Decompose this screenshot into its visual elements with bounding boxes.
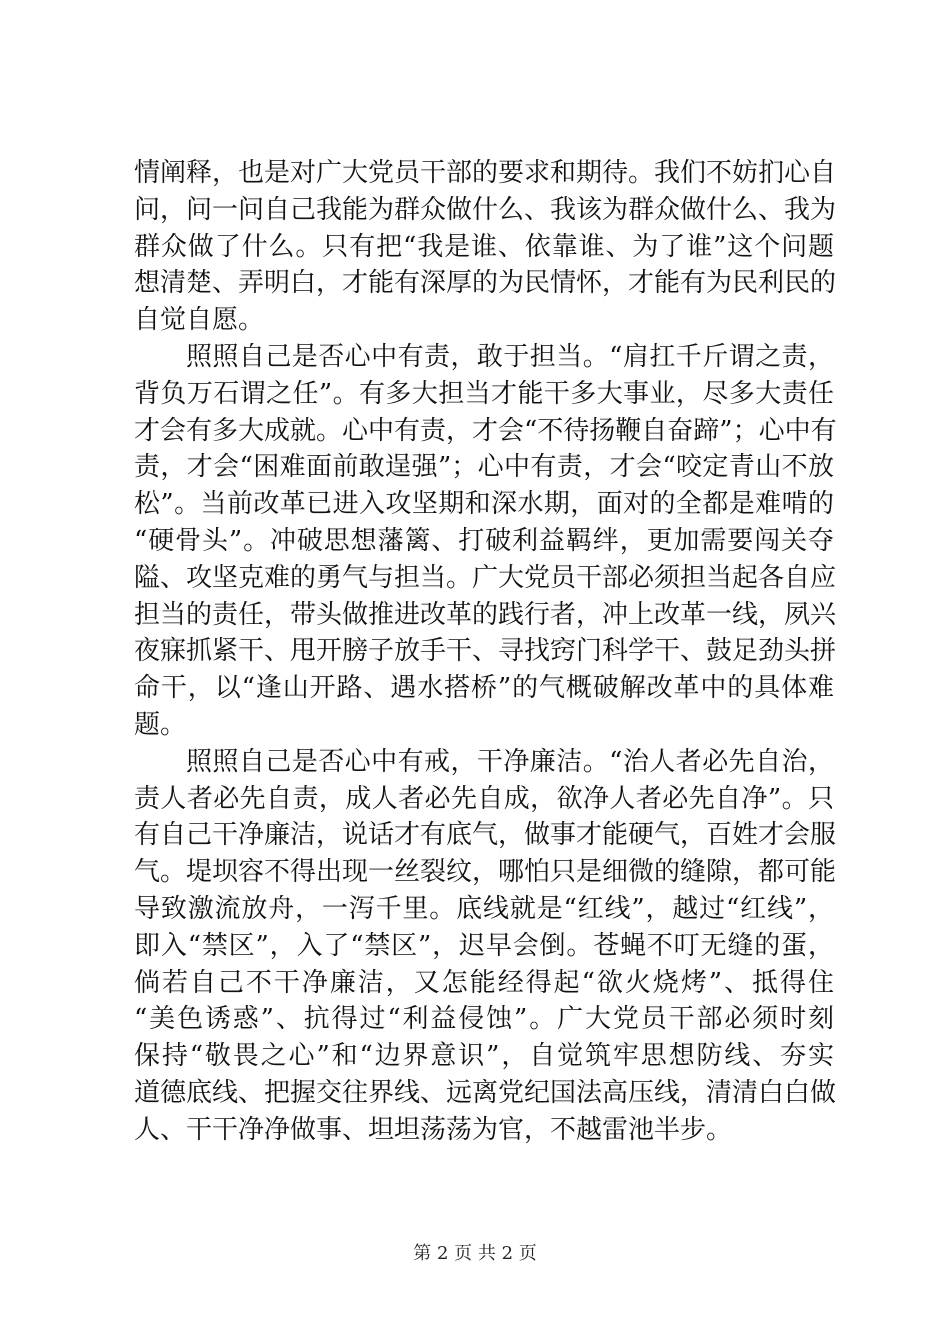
text-line: 倘若自己不干净廉洁，又怎能经得起“欲火烧烤”、抵得住 [134,967,834,998]
paragraph-1 [134,155,837,339]
text-line: 责人者必先自责，成人者必先自成，欲净人者必先自净”。只 [134,783,834,814]
text-line: “硬骨头”。冲破思想藩篱、打破利益羁绊，更加需要闯关夺 [134,525,834,556]
document-body [134,155,837,1149]
text-line: 隘、攻坚克难的勇气与担当。广大党员干部必须担当起各自应 [134,562,837,593]
text-line: 群众做了什么。只有把“我是谁、依靠谁、为了谁”这个问题 [134,231,834,262]
text-line: 责，才会“困难面前敢逞强”；心中有责，才会“咬定青山不放 [134,452,834,483]
text-line: 保持“敬畏之心”和“边界意识”，自觉筑牢思想防线、夯实 [134,1041,834,1072]
text-line: 导致激流放舟，一泻千里。底线就是“红线”，越过“红线”， [134,893,834,924]
text-line: 情阐释，也是对广大党员干部的要求和期待。我们不妨扪心自 [134,158,837,188]
text-line: 想清楚、弄明白，才能有深厚的为民情怀，才能有为民利民的 [134,268,837,299]
text-line: 照照自己是否心中有戒，干净廉洁。“治人者必先自治， [186,746,834,777]
text-line: 担当的责任，带头做推进改革的践行者，冲上改革一线，夙兴 [134,599,837,630]
text-line: “美色诱惑”、抗得过“利益侵蚀”。广大党员干部必须时刻 [134,1004,834,1035]
text-line: 题。 [134,709,187,740]
text-line: 即入“禁区”，入了“禁区”，迟早会倒。苍蝇不叮无缝的蛋， [134,930,834,961]
text-line: 道德底线、把握交往界线、远离党纪国法高压线，清清白白做 [134,1077,837,1108]
text-line: 自觉自愿。 [134,305,265,336]
text-line: 松”。当前改革已进入攻坚期和深水期，面对的全都是难啃的 [134,489,834,520]
text-line: 有自己干净廉洁，说话才有底气，做事才能硬气，百姓才会服 [134,820,837,851]
text-line: 才会有多大成就。心中有责，才会“不待扬鞭自奋蹄”；心中有 [134,415,837,446]
text-line: 夜寐抓紧干、甩开膀子放手干、寻找窍门科学干、鼓足劲头拼 [134,636,837,667]
text-line: 气。堤坝容不得出现一丝裂纹，哪怕只是细微的缝隙，都可能 [134,857,837,888]
text-line: 人、干干净净做事、坦坦荡荡为官，不越雷池半步。 [134,1114,733,1145]
paragraph-3 [134,744,837,1149]
page-number-footer: 第 2 页 共 2 页 [413,1243,537,1264]
text-line: 命干，以“逢山开路、遇水搭桥”的气概破解改革中的具体难 [134,673,834,704]
paragraph-2 [134,339,837,744]
text-line: 问，问一问自己我能为群众做什么、我该为群众做什么、我为 [134,194,837,225]
text-line: 照照自己是否心中有责，敢于担当。“肩扛千斤谓之责， [186,341,834,372]
text-line: 背负万石谓之任”。有多大担当才能干多大事业，尽多大责任 [134,378,834,409]
